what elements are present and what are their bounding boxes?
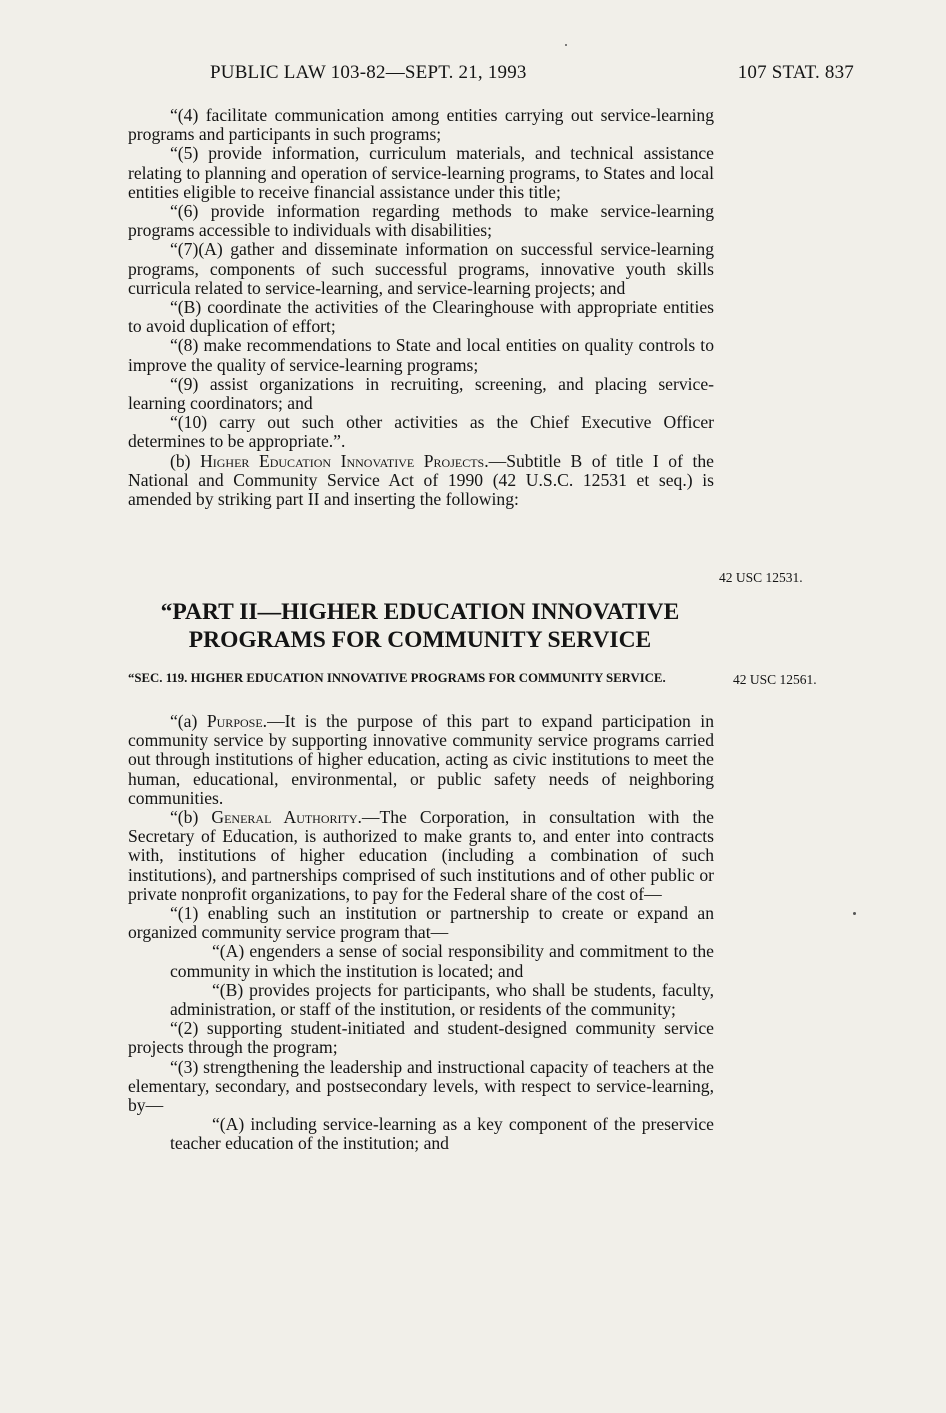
paragraph-item-7a: “(7)(A) gather and disseminate information on successful service-learning programs, components of such successful programs, innovative youth skills curricula related to service-learning, and service-learning projects; and <box>128 239 714 298</box>
list-item-1b: “(B) provides projects for participants, who shall be students, faculty, administration, or staff of the institution, or residents of the community; <box>170 979 714 1020</box>
paragraph-item-5: “(5) provide information, curriculum materials, and technical assistance relating to planning and operation of service-learning programs, to States and local entities eligible to receive financial assistance under this title; <box>128 143 714 202</box>
paragraph-item-4: “(4) facilitate communication among entities carrying out service-learning programs and participants in such programs; <box>128 105 714 145</box>
section-heading: “SEC. 119. HIGHER EDUCATION INNOVATIVE PROGRAMS FOR COMMUNITY SERVICE. <box>128 671 666 685</box>
subsection-b-label: (b) <box>170 450 201 471</box>
purpose-text: .—It is the purpose of this part to expand participation in community service by supporting innovative community service programs carried out through institutions of higher education, acting as civic institutions to meet the human, educational, environmental, or public safety needs of neighboring communities. <box>128 711 714 808</box>
part-title-line-2: PROGRAMS FOR COMMUNITY SERVICE <box>188 627 652 653</box>
paragraph-item-10: “(10) carry out such other activities as the Chief Executive Officer determines to be appropriate.”. <box>128 412 714 452</box>
scan-speck <box>853 912 856 915</box>
list-item-3: “(3) strengthening the leadership and instructional capacity of teachers at the elementary, secondary, and postsecondary levels, with respect to service-learning, by— <box>128 1056 714 1116</box>
list-item-1a: “(A) engenders a sense of social responsibility and commitment to the community in which the institution is located; and <box>170 941 714 981</box>
general-authority-paragraph <box>128 808 714 904</box>
purpose-label: “(a) <box>170 711 207 731</box>
list-item-3a: “(A) including service-learning as a key component of the preservice teacher education of the institution; and <box>170 1114 714 1154</box>
part-title <box>100 598 740 654</box>
general-authority-text: .—The Corporation, in consultation with the Secretary of Education, is authorized to make grants to, and enter into contracts with, institutions of higher education (including a combination of such institutions), and partnerships comprised of such institutions and of other public or private nonprofit organizations, to pay for the Federal share of the cost of— <box>128 807 714 904</box>
purpose-paragraph <box>128 712 714 808</box>
paragraph-item-9: “(9) assist organizations in recruiting, screening, and placing service-learning coordinators; and <box>128 373 714 414</box>
paragraph-item-7b: “(B) coordinate the activities of the Clearinghouse with appropriate entities to avoid duplication of effort; <box>128 297 714 337</box>
body-text-bottom <box>128 712 714 1154</box>
paragraph-item-8: “(8) make recommendations to State and local entities on quality controls to improve the quality of service-learning programs; <box>128 335 714 375</box>
paragraph-item-6: “(6) provide information regarding methods to make service-learning programs accessible to individuals with disabilities; <box>128 201 714 241</box>
part-title-line-1: “PART II—HIGHER EDUCATION INNOVATIVE <box>160 599 680 625</box>
general-authority-label: “(b) <box>170 807 212 828</box>
list-item-2: “(2) supporting student-initiated and student-designed community service projects through the program; <box>128 1018 714 1058</box>
subsection-b-heading: Higher Education Innovative Projects <box>200 450 485 471</box>
running-header-title: PUBLIC LAW 103-82—SEPT. 21, 1993 <box>210 62 527 83</box>
margin-citation-12531: 42 USC 12531. <box>719 570 803 585</box>
list-item-1: “(1) enabling such an institution or partnership to create or expand an organized community service program that— <box>128 903 714 943</box>
purpose-heading: Purpose <box>206 711 263 731</box>
general-authority-heading: General Authority <box>211 807 358 828</box>
scan-speck <box>565 44 567 46</box>
margin-citation-12561: 42 USC 12561. <box>733 672 817 687</box>
running-header-stat-page: 107 STAT. 837 <box>737 62 854 83</box>
body-text-top <box>128 106 714 509</box>
subsection-b-paragraph <box>128 452 714 510</box>
subsection-b-text: .—Subtitle B of title I of the National and Community Service Act of 1990 (42 U.S.C. 12531 et seq.) is amended by striking part II and inserting the following: <box>128 450 714 510</box>
